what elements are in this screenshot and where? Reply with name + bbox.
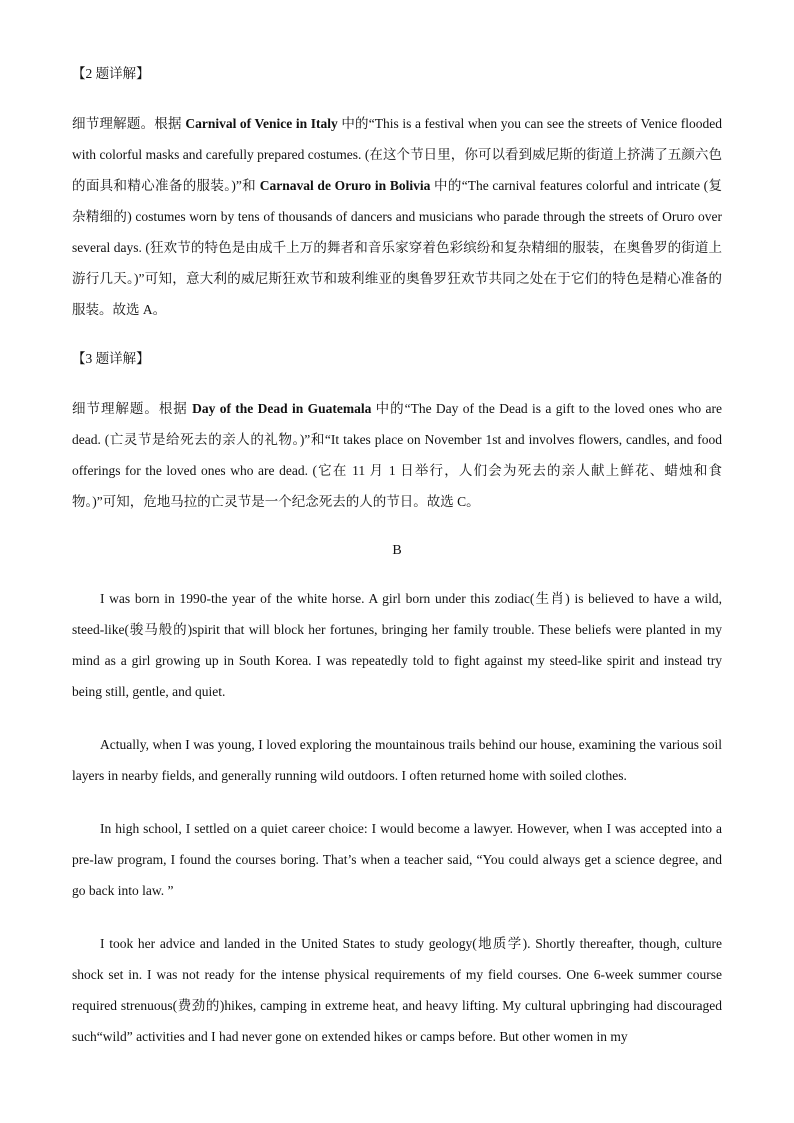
q2-source-title-2: Carnaval de Oruro in Bolivia — [259, 178, 431, 193]
passage-b-heading: B — [392, 543, 402, 558]
document-page — [72, 62, 722, 1074]
passage-paragraph: I took her advice and landed in the United States to study geology(地质学). Shortly thereafter, though, culture shock set in. I was not ready for the intense physical requirements of my field courses. One 6-week summer course required strenuous(费劲的)hikes, camping in extreme heat, and heavy lifting. My cultural upbringing had discouraged such“wild” activities and I had never gone on extended hikes or camps before. But other women in my — [72, 936, 722, 1044]
q3-source-title: Day of the Dead in Guatemala — [192, 401, 372, 416]
passage-paragraph: Actually, when I was young, I loved exploring the mountainous trails behind our house, examining the various soil layers in nearby fields, and generally running wild outdoors. I often returned home with soiled clothes. — [72, 737, 722, 783]
q2-explanation: 细节理解题。根据 Carnival of Venice in Italy 中的“This is a festival when you can see the streets of Venice flooded with colorful masks and carefully prepared costumes. (在这个节日里，你可以看到威尼斯的街道上挤满了五颜六色的面具和精心准备的服装。)”和 Carnaval de Oruro in Bolivia 中的“The carnival features colorful and intricate (复杂精细的) costumes worn by tens of thousands of dancers and musicians who parade through the streets of Oruro over several days. (狂欢节的特色是由成千上万的舞者和音乐家穿着色彩缤纷和复杂精细的服装，在奥鲁罗的街道上游行几天。)”可知，意大利的威尼斯狂欢节和玻利维亚的奥鲁罗狂欢节共同之处在于它们的特色是精心准备的服装。故选 A。 — [72, 116, 723, 317]
q3-heading: 【3 题详解】 — [72, 351, 150, 366]
passage-paragraph: I was born in 1990-the year of the white horse. A girl born under this zodiac(生肖) is believed to have a wild, steed-like(骏马般的)spirit that will block her fortunes, bringing her family trouble. These beliefs were planted in my mind as a girl growing up in South Korea. I was repeatedly told to fight against my steed-like spirit and instead try being still, gentle, and quiet. — [72, 591, 722, 699]
q2-heading: 【2 题详解】 — [72, 66, 150, 81]
q3-explanation: 细节理解题。根据 Day of the Dead in Guatemala 中的“The Day of the Dead is a gift to the loved ones who are dead. (亡灵节是给死去的亲人的礼物。)”和“It takes place on November 1st and involves flowers, candles, and food offerings for the loved ones who are dead. (它在 11 月 1 日举行，人们会为死去的亲人献上鲜花、蜡烛和食物。)”可知，危地马拉的亡灵节是一个纪念死去的人的节日。故选 C。 — [72, 401, 722, 509]
q2-source-title-1: Carnival of Venice in Italy — [185, 116, 338, 131]
passage-paragraph: In high school, I settled on a quiet career choice: I would become a lawyer. However, when I was accepted into a pre-law program, I found the courses boring. That’s when a teacher said, “You could always get a science degree, and go back into law. ” — [72, 821, 722, 898]
